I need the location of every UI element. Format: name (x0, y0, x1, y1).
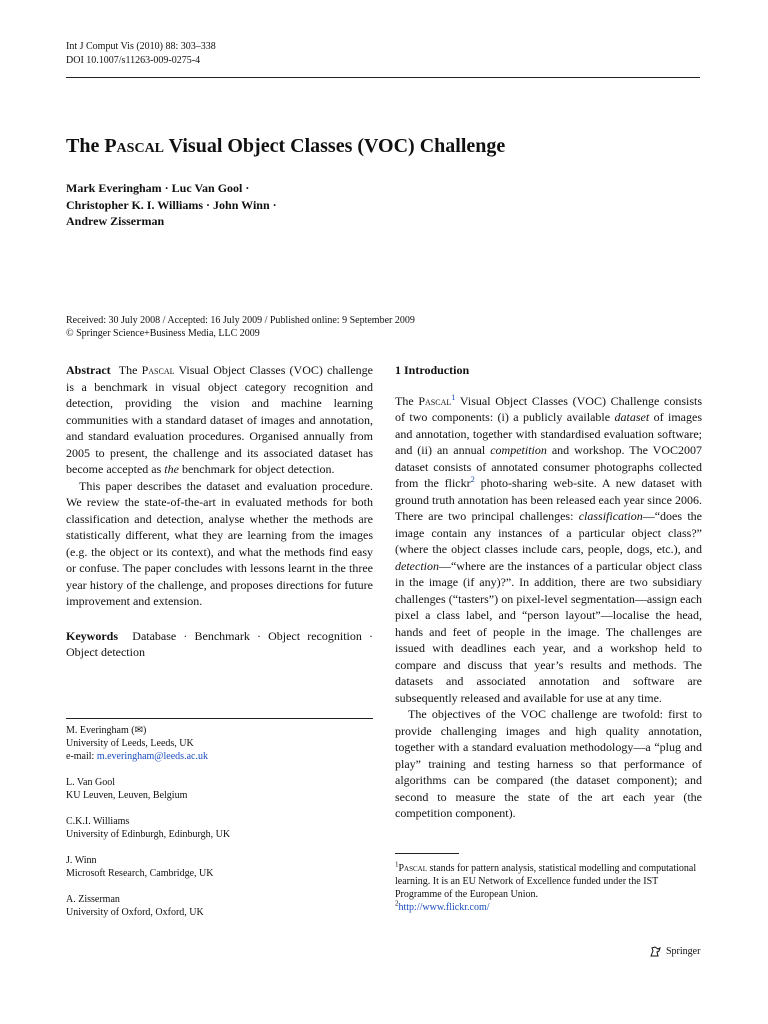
footnote-ref-2[interactable]: 2 (470, 475, 475, 484)
title-pascal: Pascal (104, 135, 165, 157)
affiliation-zisserman: A. Zisserman University of Oxford, Oxford, UK (66, 894, 204, 918)
footnote-1: $^1$Pascal stands for pattern analysis, statistical modelling and computational learning. It is an EU Network of Excellence funded under the IST Programme of the European Union. (395, 860, 697, 900)
intro-paragraph-2: The objectives of the VOC challenge are twofold: first to provide challenging images and high quality annotation, together with a standard evaluation methodology—a “plug and play” training and testing harness so that performance of algorithms can be compared (the dataset component); and second to measure the state of the art each year (the competition component). (395, 707, 702, 820)
header-rule (66, 77, 700, 78)
affiliation-winn: J. Winn Microsoft Research, Cambridge, UK (66, 855, 214, 879)
keywords-text: Database · Benchmark · Object recognition · Object detection (66, 628, 374, 659)
email-link[interactable]: m.everingham@leeds.ac.uk (96, 751, 208, 762)
paper-title (66, 133, 505, 159)
affiliation-vangool: L. Van Gool KU Leuven, Leuven, Belgium (66, 777, 188, 801)
section-heading-introduction: 1 Introduction (395, 363, 470, 377)
authors-line-3: Andrew Zisserman (66, 214, 165, 228)
footnote-rule (395, 853, 459, 854)
footnote-2: $^2$http://www.flickr.com/ (395, 899, 490, 913)
abstract-paragraph-2: This paper describes the dataset and evaluation procedure. We review the state-of-the-art in evaluated methods for both classification and detection, analyse whether the methods are statistically different, what they are learning from the images (e.g. the object or its context), and what the methods find easy or confuse. The paper concludes with lessons learnt in the three year history of the challenge, and proposes directions for future improvement and extension. (66, 478, 373, 608)
abstract-label: Abstract (66, 363, 111, 377)
springer-logo (649, 945, 700, 958)
footnote-ref-1[interactable]: 1 (451, 392, 456, 402)
doi: DOI 10.1007/s11263-009-0275-4 (66, 55, 201, 66)
author-list (66, 180, 277, 230)
keywords (66, 628, 373, 661)
right-column (395, 362, 702, 822)
authors-line-2: Christopher K. I. Williams · John Winn · (66, 197, 277, 212)
springer-name: Springer (666, 946, 701, 957)
authors-line-1: Mark Everingham · Luc Van Gool · (66, 181, 250, 195)
footnotes (395, 862, 702, 914)
journal-citation: Int J Comput Vis (2010) 88: 303–338 (66, 41, 216, 52)
flickr-link[interactable]: http://www.flickr.com/ (398, 902, 490, 913)
keywords-label: Keywords (66, 628, 118, 643)
journal-header (66, 40, 216, 68)
affiliation-rule (66, 718, 373, 719)
springer-horse-icon (649, 945, 662, 958)
copyright: © Springer Science+Business Media, LLC 2009 (66, 328, 260, 339)
publication-info (66, 314, 415, 340)
affiliation-williams: C.K.I. Williams University of Edinburgh, Edinburgh, UK (66, 816, 231, 840)
affiliation-everingham: M. Everingham (✉) University of Leeds, Leeds, UK e-mail: m.everingham@leeds.ac.uk (66, 725, 208, 762)
abstract-paragraph-1: Abstract The Pascal Visual Object Classes (VOC) challenge is a benchmark in visual object category recognition and detection, providing the vision and machine learning communities with a standard dataset of images and annotation, and standard evaluation procedures. Organised annually from 2005 to present, the challenge and its associated dataset has become accepted as the benchmark for object detection. (66, 363, 373, 476)
title-prefix: The (66, 135, 105, 157)
title-suffix: Visual Object Classes (VOC) Challenge (164, 135, 506, 157)
left-column (66, 362, 373, 661)
intro-paragraph-1: The Pascal$^1$ Visual Object Classes (VOC) Challenge consists of two components: (i) a publicly available dataset of images and annotation, together with standardised evaluation software; and (ii) an annual competition and workshop. The VOC2007 dataset consists of annotated consumer photographs collected from the flickr$^2$ photo-sharing web-site. A new dataset with ground truth annotation has been released each year since 2006. There are two principal challenges: classification—“does the image contain any instances of a particular object class?” (where the object classes include cars, people, dogs, etc.), and detection—“where are the instances of a particular object class in the image (if any)?”. In addition, there are two subsidiary challenges (“tasters”) on pixel-level segmentation—assign each pixel a class label, and “person layout”—localise the head, hands and feet of people in the image. The challenges are issued with deadlines each year, and a workshop held to compare and discuss that year’s results and methods. The datasets and associated annotation and software are subsequently released and available for use at any time. (395, 392, 702, 705)
publication-dates: Received: 30 July 2008 / Accepted: 16 July 2009 / Published online: 9 September 2009 (66, 315, 415, 326)
